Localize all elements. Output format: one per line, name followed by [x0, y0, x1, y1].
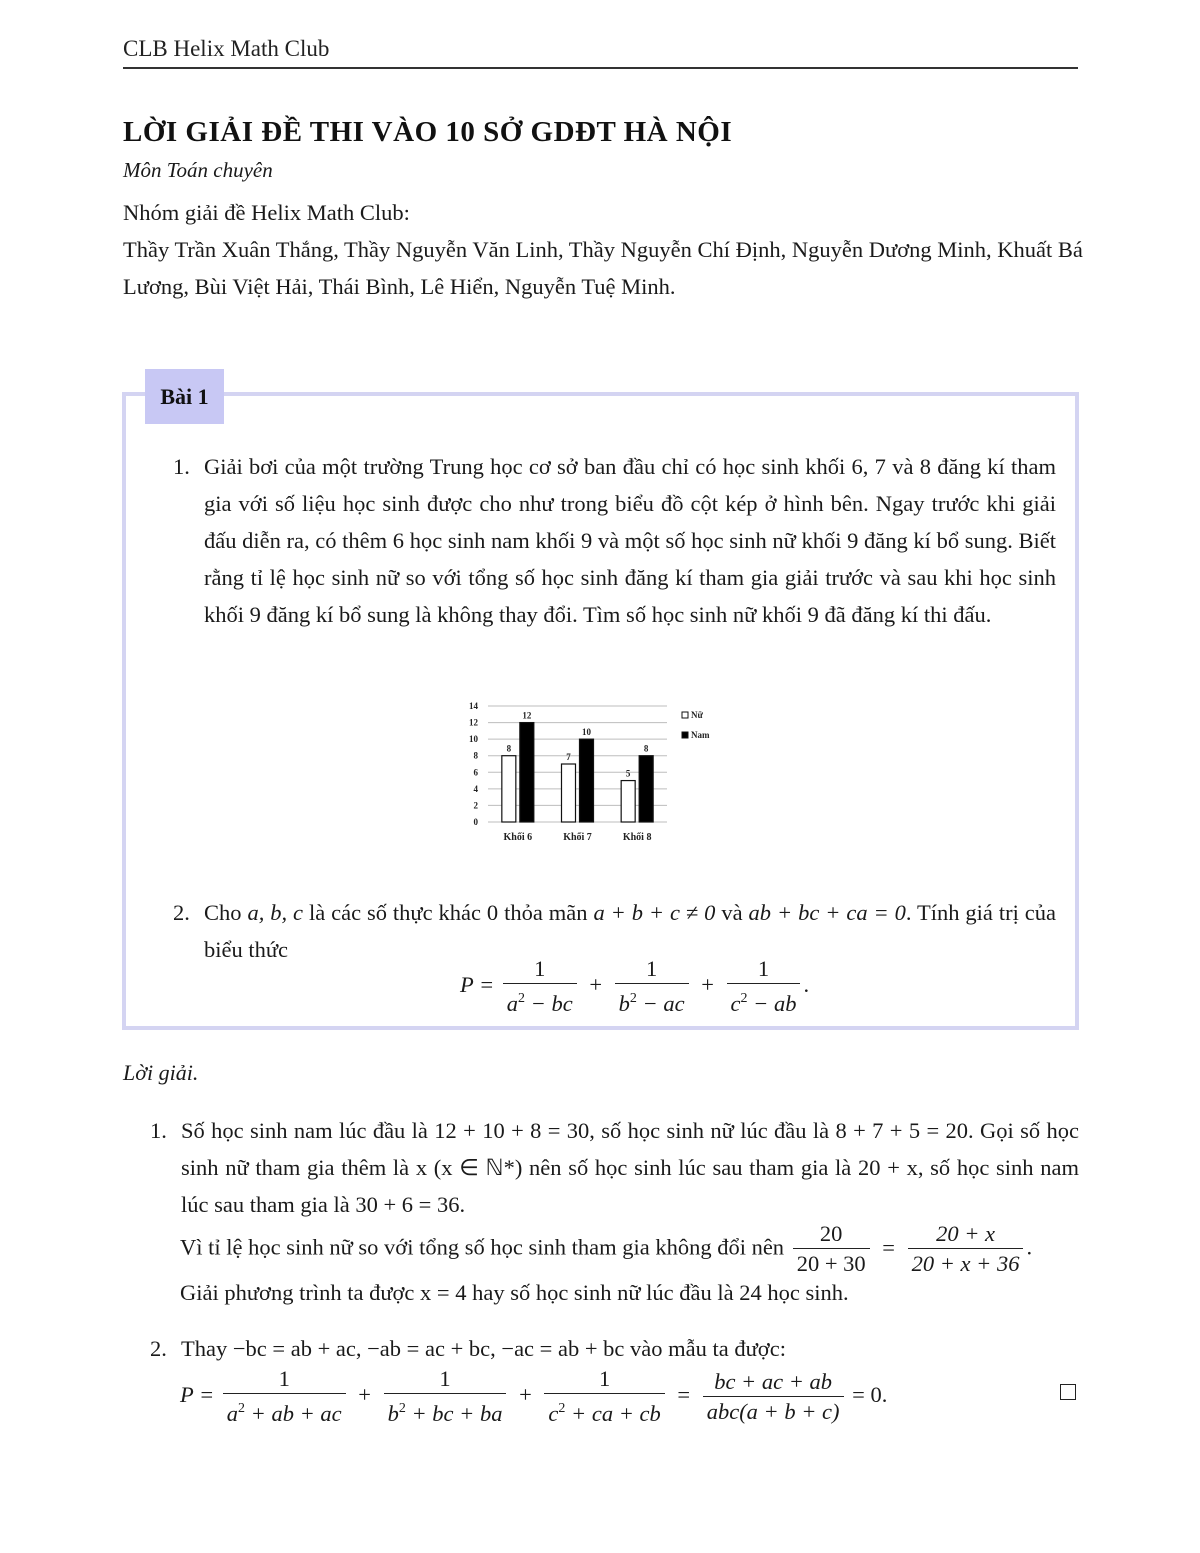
period: . [1026, 1234, 1033, 1260]
y-tick-label: 12 [469, 717, 478, 728]
item-text: Giải bơi của một trường Trung học cơ sở ban đầu chỉ có học sinh khối 6, 7 và 8 đăng kí tham gia với số liệu học sinh được cho như trong biểu đồ cột kép ở hình bên. Ngay trước khi giải đấu diễn ra, có thêm 6 học sinh nam khối 9 và một số học sinh nữ khối 9 đăng kí bổ sung. Biết rằng tỉ lệ học sinh nữ so với tổng số học sinh đăng kí tham gia giải trước và sau khi học sinh khối 9 đăng kí bổ sung là không thay đổi. Tìm số học sinh nữ khối 9 đã đăng kí thi đấu. [204, 454, 1056, 627]
legend-label: Nữ [691, 710, 703, 720]
numerator: 1 [757, 956, 770, 981]
fraction [384, 1365, 507, 1429]
denominator [615, 983, 689, 1019]
math-vars: a, b, c [247, 900, 304, 925]
page-subtitle: Môn Toán chuyên [123, 158, 273, 182]
item-number: 2. [173, 900, 190, 925]
bar-nam [520, 723, 534, 822]
bar-nu [562, 764, 576, 822]
solution-conclusion: Giải phương trình ta được x = 4 hay số học sinh nữ lúc đầu là 24 học sinh. [180, 1280, 849, 1305]
bar-nam [580, 739, 594, 822]
denominator: 20 + 30 [793, 1248, 870, 1279]
exponent: 2 [398, 1401, 406, 1416]
den-base: a [506, 991, 519, 1016]
text-part: và [715, 900, 749, 925]
formula-lhs: P = [180, 1382, 215, 1408]
denominator [727, 983, 801, 1019]
numerator: 1 [645, 956, 658, 981]
y-tick-label: 14 [469, 701, 478, 711]
data-label: 7 [566, 752, 571, 762]
den-base: a [226, 1401, 239, 1426]
x-tick-label: Khối 7 [563, 832, 592, 843]
y-tick-label: 4 [473, 783, 478, 794]
exponent: 2 [629, 991, 637, 1006]
item-number: 1. [150, 1118, 167, 1143]
fraction [503, 955, 577, 1019]
exponent: 2 [740, 991, 748, 1006]
text-part: . Tính giá trị của biểu thức [204, 900, 1056, 962]
page-title: LỜI GIẢI ĐỀ THI VÀO 10 SỞ GDĐT HÀ NỘI [123, 116, 733, 148]
fraction [727, 955, 801, 1019]
numerator: 1 [439, 1366, 451, 1391]
denominator [223, 1393, 346, 1429]
den-rest: − ab [747, 991, 797, 1016]
fraction [793, 1220, 870, 1279]
den-base: c [730, 991, 741, 1016]
qed-square-icon [1060, 1384, 1076, 1400]
x-tick-label: Khối 6 [503, 832, 533, 843]
team-members: Thầy Trần Xuân Thắng, Thầy Nguyễn Văn Linh, Thầy Nguyễn Chí Định, Nguyễn Dương Minh, Khuất Bá Lương, Bùi Việt Hải, Thái Bình, Lê Hiển, Nguyễn Tuệ Minh. [123, 237, 1083, 299]
legend-swatch [682, 732, 688, 738]
formula-p [460, 955, 809, 1019]
denominator: 20 + x + 36 [908, 1248, 1024, 1279]
data-label: 10 [582, 727, 591, 738]
bar-chart [462, 696, 732, 856]
solution-label: Lời giải. [123, 1060, 199, 1085]
den-base: c [548, 1401, 559, 1426]
den-base: b [618, 991, 630, 1016]
fraction [615, 955, 689, 1019]
fraction [703, 1368, 844, 1427]
denominator: abc(a + b + c) [703, 1396, 844, 1427]
legend-swatch [682, 712, 688, 718]
equals-sign: = [677, 1382, 691, 1408]
text-part: là các số thực khác 0 thỏa mãn [303, 900, 594, 925]
data-label: 5 [625, 768, 631, 779]
plus-sign: + [519, 1382, 532, 1408]
period: . [803, 972, 810, 998]
bar-nam [639, 756, 653, 822]
den-rest: − bc [525, 991, 573, 1016]
team-label: Nhóm giải đề Helix Math Club: [123, 200, 410, 225]
exponent: 2 [238, 1401, 246, 1416]
plus-sign: + [589, 972, 603, 998]
chart-svg [462, 696, 732, 856]
plus-sign: + [701, 972, 714, 998]
text-part: Cho [204, 900, 248, 925]
formula-result: = 0. [852, 1382, 888, 1408]
numerator: 20 [819, 1221, 843, 1246]
fraction [908, 1220, 1024, 1279]
plus-sign: + [358, 1382, 371, 1408]
denominator [544, 1393, 664, 1429]
denominator [384, 1393, 507, 1429]
item-text: Số học sinh nam lúc đầu là 12 + 10 + 8 = 30, số học sinh nữ lúc đầu là 8 + 7 + 5 = 20. Gọi số học sinh nữ tham gia thêm là x (x ∈ ℕ*) nên số học sinh lúc sau tham gia là 20 + x, số học sinh nam lúc sau tham gia là 30 + 6 = 36. [181, 1118, 1079, 1217]
x-tick-label: Khối 8 [622, 832, 652, 843]
fraction [544, 1365, 664, 1429]
ratio-line [180, 1220, 1080, 1279]
math-condition-1: a + b + c ≠ 0 [593, 900, 716, 925]
data-label: 12 [522, 710, 532, 721]
ratio-text: Vì tỉ lệ học sinh nữ so với tổng số học sinh tham gia không đổi nên [180, 1234, 785, 1260]
den-base: b [387, 1401, 399, 1426]
numerator: bc + ac + ab [714, 1368, 833, 1394]
formula-lhs: P = [460, 972, 495, 998]
denominator [503, 983, 577, 1019]
math-condition-2: ab + bc + ca = 0 [748, 900, 906, 925]
data-label: 8 [506, 743, 512, 754]
y-tick-label: 8 [473, 750, 478, 761]
solution-formula [180, 1365, 887, 1429]
bar-nu [502, 756, 516, 822]
bar-nu [621, 781, 635, 822]
header-rule [123, 67, 1078, 69]
item-text: Thay −bc = ab + ac, −ab = ac + bc, −ac = ab + bc vào mẫu ta được: [181, 1336, 786, 1361]
exponent: 2 [558, 1401, 566, 1416]
fraction [223, 1365, 346, 1429]
y-tick-label: 0 [473, 817, 478, 827]
data-label: 8 [643, 743, 649, 754]
numerator: 1 [534, 956, 546, 981]
item-number: 1. [173, 454, 190, 479]
y-tick-label: 2 [473, 800, 478, 811]
y-tick-label: 6 [473, 767, 478, 778]
y-tick-label: 10 [469, 734, 478, 745]
den-rest: − ac [636, 991, 685, 1016]
item-number: 2. [150, 1336, 167, 1361]
equals-sign: = [882, 1234, 895, 1260]
numerator: 1 [278, 1366, 290, 1391]
legend-label: Nam [691, 730, 710, 740]
den-rest: + bc + ba [405, 1401, 503, 1426]
den-rest: + ab + ac [245, 1401, 342, 1426]
numerator: 20 + x [936, 1221, 995, 1246]
exponent: 2 [518, 991, 526, 1006]
numerator: 1 [598, 1366, 611, 1391]
den-rest: + ca + cb [565, 1401, 661, 1426]
problem-tab: Bài 1 [145, 369, 224, 424]
running-header: CLB Helix Math Club [123, 36, 330, 61]
